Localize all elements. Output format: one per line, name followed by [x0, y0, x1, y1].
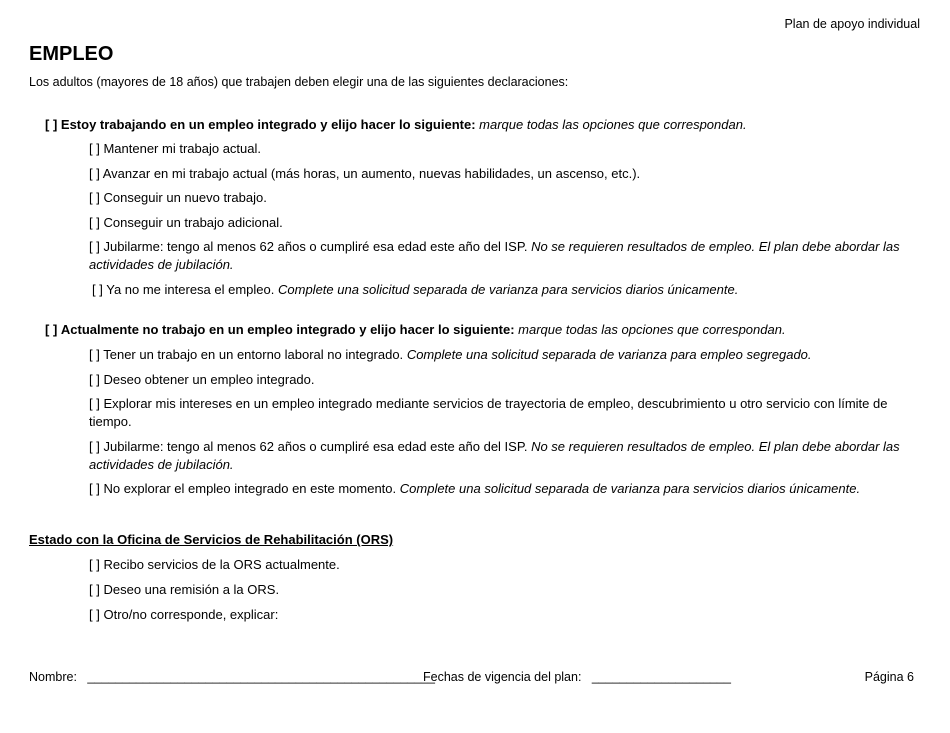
- option-text: Jubilarme: tengo al menos 62 años o cumpliré esa edad este año del ISP.: [103, 439, 528, 454]
- list-item: [89, 438, 914, 473]
- dates-field[interactable]: ____________________: [591, 670, 731, 684]
- checkbox[interactable]: [ ]: [89, 166, 100, 181]
- list-item: [92, 281, 917, 299]
- section-note: marque todas las opciones que correspondan.: [479, 117, 747, 132]
- section-note: marque todas las opciones que correspondan.: [518, 322, 786, 337]
- list-item: [89, 238, 914, 273]
- checkbox[interactable]: [ ]: [89, 347, 100, 362]
- checkbox[interactable]: [ ]: [89, 141, 100, 156]
- option-text: Avanzar en mi trabajo actual (más horas, un aumento, nuevas habilidades, un ascenso, etc.).: [102, 166, 641, 181]
- option-note: Complete una solicitud separada de varianza para servicios diarios únicamente.: [399, 481, 861, 496]
- list-item: [89, 189, 914, 207]
- option-text: Mantener mi trabajo actual.: [103, 141, 261, 156]
- option-text: Recibo servicios de la ORS actualmente.: [103, 557, 340, 572]
- page-title: EMPLEO: [29, 43, 114, 65]
- list-item: [89, 371, 914, 389]
- list-item: [89, 395, 914, 430]
- running-header: Plan de apoyo individual: [784, 17, 920, 31]
- checkbox[interactable]: [ ]: [89, 439, 100, 454]
- checkbox[interactable]: [ ]: [92, 282, 103, 297]
- list-item: [89, 480, 914, 498]
- page-number: Página 6: [864, 670, 914, 684]
- list-item: [89, 556, 914, 574]
- section-not-working: [45, 321, 786, 339]
- ors-heading: Estado con la Oficina de Servicios de Rehabilitación (ORS): [29, 532, 394, 547]
- option-note: No se requieren resultados de empleo. El plan debe abordar las actividades de jubilación.: [89, 239, 900, 272]
- list-item: [89, 165, 914, 183]
- dates-label: Fechas de vigencia del plan:: [423, 670, 582, 684]
- option-text: Deseo obtener un empleo integrado.: [103, 372, 315, 387]
- checkbox[interactable]: [ ]: [89, 481, 100, 496]
- checkbox[interactable]: [ ]: [89, 190, 100, 205]
- option-text: Otro/no corresponde, explicar:: [103, 607, 279, 622]
- list-item: [89, 214, 914, 232]
- option-note: Complete una solicitud separada de varianza para servicios diarios únicamente.: [278, 282, 739, 297]
- list-item: [89, 140, 914, 158]
- option-text: Tener un trabajo en un entorno laboral no integrado.: [103, 347, 404, 362]
- option-text: Conseguir un trabajo adicional.: [103, 215, 283, 230]
- option-text: Explorar mis intereses en un empleo integrado mediante servicios de trayectoria de empleo, descubrimiento u otro servicio con límite de tiempo.: [89, 396, 888, 429]
- name-label: Nombre:: [29, 670, 77, 684]
- list-item: [89, 346, 914, 364]
- checkbox[interactable]: [ ]: [89, 215, 100, 230]
- checkbox[interactable]: [ ]: [89, 372, 100, 387]
- option-text: Jubilarme: tengo al menos 62 años o cumpliré esa edad este año del ISP.: [103, 239, 528, 254]
- intro-text: Los adultos (mayores de 18 años) que trabajen deben elegir una de las siguientes declaraciones:: [29, 75, 569, 89]
- section-working: [45, 116, 747, 134]
- option-text: No explorar el empleo integrado en este momento.: [103, 481, 397, 496]
- checkbox[interactable]: [ ]: [89, 582, 100, 597]
- checkbox[interactable]: [ ]: [89, 557, 100, 572]
- checkbox[interactable]: [ ]: [45, 117, 58, 132]
- checkbox[interactable]: [ ]: [89, 396, 100, 411]
- option-text: Deseo una remisión a la ORS.: [103, 582, 280, 597]
- option-text: Ya no me interesa el empleo.: [106, 282, 275, 297]
- name-field[interactable]: __________________________________________________: [87, 670, 435, 684]
- checkbox[interactable]: [ ]: [89, 607, 100, 622]
- checkbox[interactable]: [ ]: [45, 322, 58, 337]
- list-item: [89, 606, 914, 624]
- footer-dates: [423, 670, 731, 684]
- section-lead: Actualmente no trabajo en un empleo integrado y elijo hacer lo siguiente:: [60, 322, 515, 337]
- footer-name: [29, 670, 435, 684]
- checkbox[interactable]: [ ]: [89, 239, 100, 254]
- option-note: Complete una solicitud separada de varianza para empleo segregado.: [406, 347, 812, 362]
- section-lead: Estoy trabajando en un empleo integrado y elijo hacer lo siguiente:: [60, 117, 476, 132]
- option-note: No se requieren resultados de empleo. El plan debe abordar las actividades de jubilación.: [89, 439, 900, 472]
- option-text: Conseguir un nuevo trabajo.: [103, 190, 267, 205]
- list-item: [89, 581, 914, 599]
